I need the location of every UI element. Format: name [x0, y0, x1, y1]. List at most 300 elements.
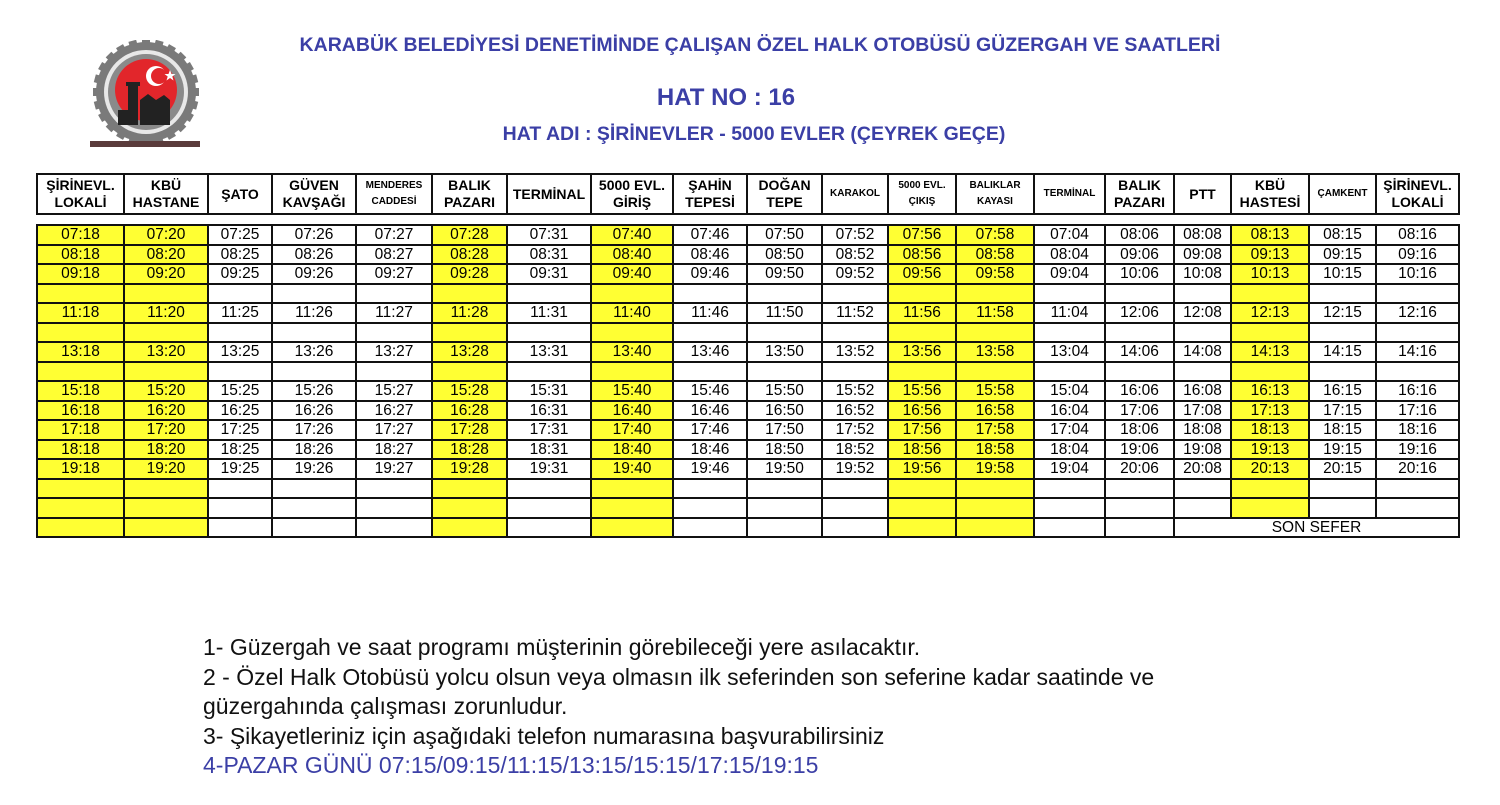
- column-header: [37, 174, 124, 214]
- time-cell: [888, 323, 956, 343]
- time-cell: [356, 518, 432, 538]
- column-header-line1: ŞATO: [221, 185, 259, 202]
- table-row: [37, 342, 1459, 362]
- time-cell: 13:40: [591, 342, 673, 362]
- time-cell: [956, 518, 1034, 538]
- time-cell: [272, 518, 356, 538]
- column-header-line2: KAVŞAĞI: [282, 194, 346, 210]
- time-cell: 18:50: [747, 440, 822, 460]
- table-row: [37, 225, 1459, 245]
- column-header-line1: KBÜ: [150, 177, 182, 193]
- table-row: [37, 440, 1459, 460]
- time-cell: 13:18: [37, 342, 124, 362]
- time-cell: 17:04: [1034, 420, 1105, 440]
- time-cell: [822, 518, 888, 538]
- time-cell: 12:13: [1231, 303, 1309, 323]
- time-cell: 17:20: [124, 420, 208, 440]
- time-cell: 15:56: [888, 381, 956, 401]
- time-cell: 20:15: [1309, 459, 1376, 479]
- column-header-line1: KBÜ: [1254, 177, 1286, 193]
- time-cell: 17:27: [356, 420, 432, 440]
- time-cell: 17:13: [1231, 401, 1309, 421]
- time-cell: 19:08: [1174, 440, 1231, 460]
- time-cell: [1309, 362, 1376, 382]
- table-row: [37, 459, 1459, 479]
- time-cell: 09:40: [591, 264, 673, 284]
- time-cell: 18:52: [822, 440, 888, 460]
- table-row: [37, 284, 1459, 304]
- time-cell: 07:50: [747, 225, 822, 245]
- column-header-line2: ÇIKIŞ: [908, 196, 936, 207]
- time-cell: [1376, 498, 1459, 518]
- time-cell: 15:20: [124, 381, 208, 401]
- column-header-line1: ŞAHİN: [688, 177, 732, 193]
- time-cell: [747, 284, 822, 304]
- column-header: [956, 174, 1034, 214]
- time-cell: [1174, 479, 1231, 499]
- time-cell: 17:06: [1105, 401, 1174, 421]
- column-header-line2: HASTANE: [132, 194, 200, 210]
- time-cell: [888, 362, 956, 382]
- time-cell: 07:31: [507, 225, 591, 245]
- time-cell: [124, 284, 208, 304]
- time-cell: [822, 479, 888, 499]
- time-cell: 15:52: [822, 381, 888, 401]
- time-cell: [673, 479, 747, 499]
- time-cell: 12:06: [1105, 303, 1174, 323]
- column-header: [208, 174, 272, 214]
- time-cell: 17:28: [432, 420, 507, 440]
- time-cell: 16:06: [1105, 381, 1174, 401]
- table-row: [37, 479, 1459, 499]
- time-cell: 20:08: [1174, 459, 1231, 479]
- time-cell: 09:26: [272, 264, 356, 284]
- note-2-cont: güzergahında çalışması zorunludur.: [203, 693, 568, 719]
- column-header: [673, 174, 747, 214]
- column-header: [1309, 174, 1376, 214]
- column-header-line1: KARAKOL: [830, 188, 880, 199]
- time-cell: [591, 284, 673, 304]
- column-header-line2: LOKALİ: [1391, 194, 1444, 210]
- time-cell: 11:20: [124, 303, 208, 323]
- column-header: [272, 174, 356, 214]
- time-cell: 17:15: [1309, 401, 1376, 421]
- time-cell: 18:28: [432, 440, 507, 460]
- time-cell: 20:16: [1376, 459, 1459, 479]
- time-cell: 09:04: [1034, 264, 1105, 284]
- time-cell: 19:50: [747, 459, 822, 479]
- time-cell: 08:04: [1034, 245, 1105, 265]
- time-cell: 16:08: [1174, 381, 1231, 401]
- time-cell: 09:16: [1376, 245, 1459, 265]
- time-cell: [272, 323, 356, 343]
- time-cell: 19:06: [1105, 440, 1174, 460]
- table-row: [37, 245, 1459, 265]
- time-cell: 09:06: [1105, 245, 1174, 265]
- table-row: [37, 518, 1459, 538]
- time-cell: 07:56: [888, 225, 956, 245]
- time-cell: [747, 498, 822, 518]
- time-cell: [1034, 518, 1105, 538]
- time-cell: [1105, 362, 1174, 382]
- time-cell: [124, 498, 208, 518]
- column-header: [1105, 174, 1174, 214]
- time-cell: [822, 362, 888, 382]
- time-cell: 18:31: [507, 440, 591, 460]
- column-header-line1: PTT: [1189, 185, 1216, 202]
- time-cell: 14:16: [1376, 342, 1459, 362]
- time-cell: 16:20: [124, 401, 208, 421]
- time-cell: 09:31: [507, 264, 591, 284]
- line-name: HAT ADI : ŞİRİNEVLER - 5000 EVLER (ÇEYREK GEÇE): [502, 123, 1006, 145]
- time-cell: 11:50: [747, 303, 822, 323]
- time-cell: [124, 362, 208, 382]
- time-cell: 20:13: [1231, 459, 1309, 479]
- time-cell: 16:56: [888, 401, 956, 421]
- time-cell: [356, 284, 432, 304]
- time-cell: 15:58: [956, 381, 1034, 401]
- time-cell: 08:27: [356, 245, 432, 265]
- column-header: [432, 174, 507, 214]
- time-cell: 18:13: [1231, 420, 1309, 440]
- time-cell: 09:25: [208, 264, 272, 284]
- time-cell: 13:27: [356, 342, 432, 362]
- column-header-line2: TEPE: [766, 194, 803, 210]
- time-cell: [1105, 284, 1174, 304]
- time-cell: 11:52: [822, 303, 888, 323]
- column-header-line2: PAZARI: [443, 194, 496, 210]
- time-cell: 15:50: [747, 381, 822, 401]
- table-row: [37, 303, 1459, 323]
- table-row: [37, 264, 1459, 284]
- time-cell: 08:50: [747, 245, 822, 265]
- column-header-line2: KAYASI: [977, 196, 1013, 207]
- time-cell: [591, 362, 673, 382]
- time-cell: 12:08: [1174, 303, 1231, 323]
- time-cell: [1376, 284, 1459, 304]
- time-cell: 17:25: [208, 420, 272, 440]
- time-cell: [1376, 362, 1459, 382]
- time-cell: [1174, 362, 1231, 382]
- time-cell: 19:18: [37, 459, 124, 479]
- time-cell: [208, 362, 272, 382]
- last-trip-label: SON SEFER: [1174, 518, 1459, 538]
- time-cell: 10:06: [1105, 264, 1174, 284]
- time-cell: [272, 498, 356, 518]
- time-cell: 07:58: [956, 225, 1034, 245]
- time-cell: [37, 518, 124, 538]
- time-cell: [1376, 323, 1459, 343]
- time-cell: [208, 518, 272, 538]
- time-cell: [1034, 498, 1105, 518]
- column-header: [1034, 174, 1105, 214]
- time-cell: [356, 323, 432, 343]
- time-cell: [888, 498, 956, 518]
- time-cell: 15:18: [37, 381, 124, 401]
- time-cell: [208, 498, 272, 518]
- time-cell: 16:04: [1034, 401, 1105, 421]
- time-cell: [1174, 284, 1231, 304]
- time-cell: 13:26: [272, 342, 356, 362]
- table-row: [37, 401, 1459, 421]
- time-cell: [37, 323, 124, 343]
- time-cell: [747, 479, 822, 499]
- time-cell: 07:04: [1034, 225, 1105, 245]
- column-header-line1: TERMİNAL: [512, 185, 586, 202]
- time-cell: 09:28: [432, 264, 507, 284]
- column-header-line1: BALIK: [448, 177, 491, 193]
- time-cell: 11:04: [1034, 303, 1105, 323]
- column-header: [888, 174, 956, 214]
- time-cell: 08:58: [956, 245, 1034, 265]
- time-cell: [1174, 323, 1231, 343]
- time-cell: [1034, 323, 1105, 343]
- column-header-line2: LOKALİ: [54, 194, 107, 210]
- time-cell: 14:15: [1309, 342, 1376, 362]
- time-cell: 11:56: [888, 303, 956, 323]
- time-cell: 19:16: [1376, 440, 1459, 460]
- time-cell: 18:06: [1105, 420, 1174, 440]
- time-cell: 12:16: [1376, 303, 1459, 323]
- time-cell: [507, 498, 591, 518]
- column-header-line1: BALIK: [1118, 177, 1161, 193]
- time-cell: [673, 362, 747, 382]
- time-cell: 19:58: [956, 459, 1034, 479]
- column-header-line1: DOĞAN: [758, 177, 811, 193]
- time-cell: [356, 362, 432, 382]
- time-cell: [507, 518, 591, 538]
- time-cell: [432, 479, 507, 499]
- time-cell: 16:58: [956, 401, 1034, 421]
- time-cell: 09:18: [37, 264, 124, 284]
- time-cell: 18:26: [272, 440, 356, 460]
- time-cell: 08:56: [888, 245, 956, 265]
- time-cell: 07:26: [272, 225, 356, 245]
- time-cell: 18:20: [124, 440, 208, 460]
- time-cell: 16:28: [432, 401, 507, 421]
- time-cell: 16:50: [747, 401, 822, 421]
- time-cell: [747, 518, 822, 538]
- time-cell: [956, 498, 1034, 518]
- time-cell: 19:52: [822, 459, 888, 479]
- time-cell: [1309, 284, 1376, 304]
- time-cell: 19:20: [124, 459, 208, 479]
- time-cell: 19:56: [888, 459, 956, 479]
- time-cell: 11:18: [37, 303, 124, 323]
- time-cell: 16:52: [822, 401, 888, 421]
- time-cell: [432, 362, 507, 382]
- time-cell: [1105, 323, 1174, 343]
- time-cell: [208, 284, 272, 304]
- time-cell: [37, 362, 124, 382]
- time-cell: [1231, 362, 1309, 382]
- time-cell: [822, 498, 888, 518]
- time-cell: [272, 362, 356, 382]
- time-cell: 08:28: [432, 245, 507, 265]
- time-cell: [507, 362, 591, 382]
- time-cell: 09:58: [956, 264, 1034, 284]
- time-cell: 16:46: [673, 401, 747, 421]
- column-header-line1: GÜVEN: [289, 177, 339, 193]
- time-cell: 11:58: [956, 303, 1034, 323]
- time-cell: 11:28: [432, 303, 507, 323]
- time-cell: 13:04: [1034, 342, 1105, 362]
- column-header-line1: 5000 EVL.: [598, 177, 666, 193]
- time-cell: 10:13: [1231, 264, 1309, 284]
- time-cell: 08:08: [1174, 225, 1231, 245]
- time-cell: 11:46: [673, 303, 747, 323]
- time-cell: 08:20: [124, 245, 208, 265]
- time-cell: 08:31: [507, 245, 591, 265]
- sunday-note: 4-PAZAR GÜNÜ 07:15/09:15/11:15/13:15/15:15/17:15/19:15: [203, 752, 819, 778]
- column-header-line1: 5000 EVL.: [898, 180, 946, 191]
- line-number: HAT NO : 16: [656, 84, 796, 111]
- time-cell: [432, 284, 507, 304]
- time-cell: 13:28: [432, 342, 507, 362]
- time-cell: 13:52: [822, 342, 888, 362]
- time-cell: 08:46: [673, 245, 747, 265]
- time-cell: 15:40: [591, 381, 673, 401]
- time-cell: [673, 284, 747, 304]
- time-cell: [1309, 323, 1376, 343]
- time-cell: [956, 479, 1034, 499]
- time-cell: [208, 323, 272, 343]
- time-cell: [208, 479, 272, 499]
- time-cell: 08:16: [1376, 225, 1459, 245]
- time-cell: 14:08: [1174, 342, 1231, 362]
- time-cell: 18:46: [673, 440, 747, 460]
- time-cell: 17:58: [956, 420, 1034, 440]
- schedule-header: [36, 173, 1460, 215]
- time-cell: [956, 362, 1034, 382]
- time-cell: 13:25: [208, 342, 272, 362]
- time-cell: 16:25: [208, 401, 272, 421]
- time-cell: [673, 323, 747, 343]
- time-cell: 19:31: [507, 459, 591, 479]
- table-row: [37, 498, 1459, 518]
- time-cell: 19:15: [1309, 440, 1376, 460]
- time-cell: [956, 323, 1034, 343]
- time-cell: [956, 284, 1034, 304]
- time-cell: 12:15: [1309, 303, 1376, 323]
- time-cell: [673, 498, 747, 518]
- time-cell: 15:31: [507, 381, 591, 401]
- time-cell: 19:46: [673, 459, 747, 479]
- time-cell: 19:28: [432, 459, 507, 479]
- time-cell: 09:50: [747, 264, 822, 284]
- time-cell: 18:15: [1309, 420, 1376, 440]
- note-3: 3- Şikayetleriniz için aşağıdaki telefon numarasına başvurabilirsiniz: [203, 722, 885, 749]
- note-1: 1- Güzergah ve saat programı müşterinin görebileceği yere asılacaktır.: [203, 634, 921, 660]
- time-cell: 11:40: [591, 303, 673, 323]
- time-cell: 19:04: [1034, 459, 1105, 479]
- column-header: [124, 174, 208, 214]
- time-cell: 19:25: [208, 459, 272, 479]
- time-cell: [507, 479, 591, 499]
- column-header-line1: MENDERES: [365, 180, 423, 191]
- time-cell: 08:18: [37, 245, 124, 265]
- time-cell: 14:06: [1105, 342, 1174, 362]
- time-cell: 18:56: [888, 440, 956, 460]
- time-cell: [124, 518, 208, 538]
- time-cell: 07:46: [673, 225, 747, 245]
- time-cell: [888, 479, 956, 499]
- column-header: [747, 174, 822, 214]
- time-cell: 10:16: [1376, 264, 1459, 284]
- time-cell: 08:26: [272, 245, 356, 265]
- time-cell: [1231, 498, 1309, 518]
- column-header-line1: TERMİNAL: [1043, 188, 1096, 199]
- time-cell: [432, 323, 507, 343]
- time-cell: 09:52: [822, 264, 888, 284]
- column-header-line2: TEPESİ: [685, 194, 735, 210]
- time-cell: 14:13: [1231, 342, 1309, 362]
- time-cell: 07:52: [822, 225, 888, 245]
- time-cell: 09:08: [1174, 245, 1231, 265]
- time-cell: [37, 284, 124, 304]
- time-cell: 11:26: [272, 303, 356, 323]
- time-cell: 16:26: [272, 401, 356, 421]
- time-cell: 15:26: [272, 381, 356, 401]
- time-cell: 16:18: [37, 401, 124, 421]
- time-cell: [356, 479, 432, 499]
- time-cell: 17:31: [507, 420, 591, 440]
- time-cell: [591, 323, 673, 343]
- time-cell: [1376, 479, 1459, 499]
- time-cell: 13:56: [888, 342, 956, 362]
- time-cell: 17:46: [673, 420, 747, 440]
- time-cell: 15:46: [673, 381, 747, 401]
- time-cell: [1105, 479, 1174, 499]
- time-cell: 16:15: [1309, 381, 1376, 401]
- column-header-line2: PAZARI: [1113, 194, 1166, 210]
- time-cell: [124, 323, 208, 343]
- time-cell: 18:08: [1174, 420, 1231, 440]
- time-cell: [591, 518, 673, 538]
- time-cell: [507, 323, 591, 343]
- column-header-line1: ÇAMKENT: [1317, 188, 1368, 199]
- time-cell: 17:40: [591, 420, 673, 440]
- time-cell: [1034, 284, 1105, 304]
- time-cell: [888, 284, 956, 304]
- time-cell: 18:16: [1376, 420, 1459, 440]
- time-cell: [1231, 284, 1309, 304]
- time-cell: [124, 479, 208, 499]
- column-header: [822, 174, 888, 214]
- column-header: [507, 174, 591, 214]
- time-cell: [1309, 479, 1376, 499]
- time-cell: 08:13: [1231, 225, 1309, 245]
- time-cell: [356, 498, 432, 518]
- time-cell: [1231, 479, 1309, 499]
- time-cell: 19:40: [591, 459, 673, 479]
- time-cell: [591, 479, 673, 499]
- time-cell: [591, 498, 673, 518]
- time-cell: 15:04: [1034, 381, 1105, 401]
- time-cell: 17:16: [1376, 401, 1459, 421]
- time-cell: [747, 362, 822, 382]
- time-cell: [747, 323, 822, 343]
- table-row: [37, 323, 1459, 343]
- time-cell: 13:58: [956, 342, 1034, 362]
- time-cell: 11:25: [208, 303, 272, 323]
- column-header-line2: HASTESİ: [1239, 194, 1301, 210]
- time-cell: [37, 498, 124, 518]
- schedule-table: [36, 224, 1460, 538]
- table-row: [37, 362, 1459, 382]
- time-cell: 13:31: [507, 342, 591, 362]
- column-header-line1: ŞİRİNEVL.: [46, 177, 115, 193]
